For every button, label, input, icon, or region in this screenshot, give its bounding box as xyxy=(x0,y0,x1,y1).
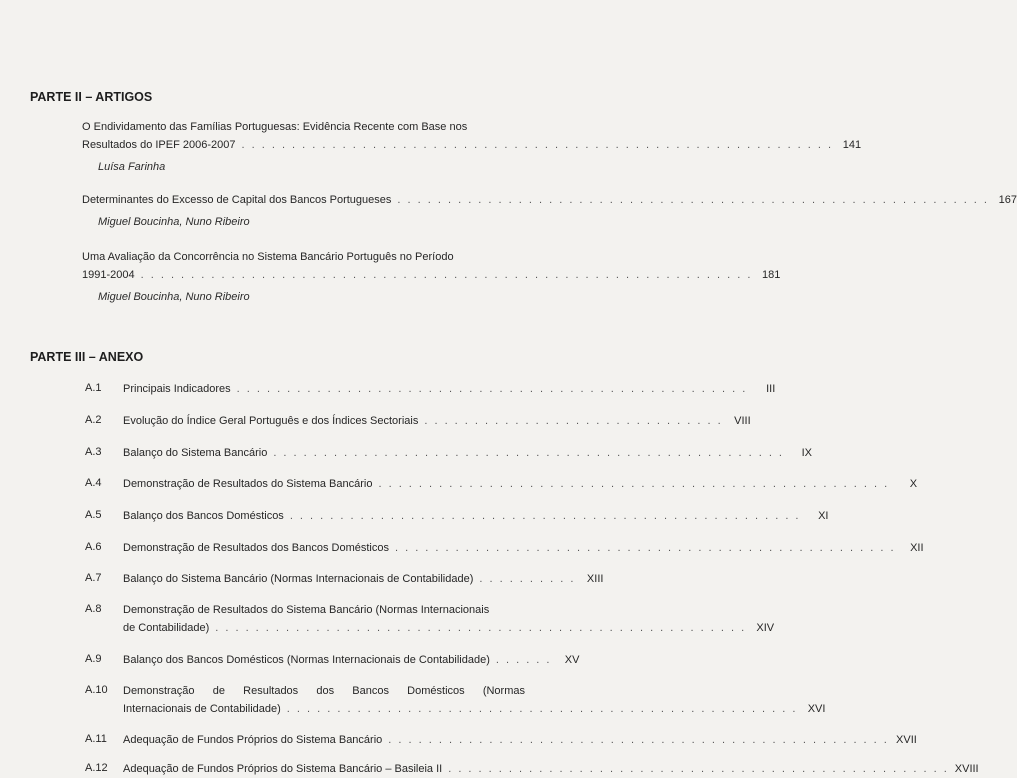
article-1-title-line2: Resultados do IPEF 2006-2007 xyxy=(82,139,236,151)
annex-page: XVII xyxy=(896,734,917,746)
annex-num: A.12 xyxy=(85,762,108,774)
part2-heading: PARTE II – ARTIGOS xyxy=(30,90,153,104)
leader-dots: . . . . . . . . . . . . . . . . . . . . . . . . . . . . . . . . . . . . . . . . . . . . . . . . . . . . . . . . . . . . . xyxy=(140,269,753,281)
article-3-authors: Miguel Boucinha, Nuno Ribeiro xyxy=(98,291,250,303)
annex-page: XIV xyxy=(756,622,775,634)
leader-dots: . . . . . . . . . . . . . . . . . . . . . . . . . . . . . . . . . . . . . . . . . . . . . . . . . . . xyxy=(236,383,748,395)
leader-dots: . . . . . . . . . . . . . . . . . . . . . . . . . . . . . . . . . . . . . . . . . . . . . . . . . . . xyxy=(286,703,798,715)
annex-entry-a1[interactable] xyxy=(123,382,776,396)
annex-page: XVIII xyxy=(954,763,979,775)
annex-num: A.3 xyxy=(85,446,102,458)
annex-title: Demonstração de Resultados do Sistema Bancário xyxy=(123,478,373,490)
annex-num: A.9 xyxy=(85,653,102,665)
article-1-title-line1: O Endividamento das Famílias Portuguesas: Evidência Recente com Base nos xyxy=(82,121,468,133)
part3-heading: PARTE III – ANEXO xyxy=(30,350,144,364)
annex-title: Balanço dos Bancos Domésticos xyxy=(123,510,284,522)
annex-title-line2: de Contabilidade) xyxy=(123,622,210,634)
article-1-page: 141 xyxy=(842,139,862,151)
annex-num: A.4 xyxy=(85,477,102,489)
leader-dots: . . . . . . . . . . . . . . . . . . . . . . . . . . . . . . . . . . . . . . . . . . . . . . . . . . xyxy=(394,542,896,554)
leader-dots: . . . . . . . . . . . . . . . . . . . . . . . . . . . . . . . . . . . . . . . . . . . . . . . . . . . . . . . . . . . xyxy=(241,139,834,151)
annex-title-line1: Demonstração de Resultados do Sistema Bancário (Normas Internacionais xyxy=(123,604,490,616)
annex-entry-a8[interactable] xyxy=(123,621,775,635)
annex-title: Adequação de Fundos Próprios do Sistema Bancário – Basileia II xyxy=(123,763,443,775)
annex-page: X xyxy=(909,478,918,490)
leader-dots: . . . . . . . . . . . . . . . . . . . . . . . . . . . . . . . . . . . . . . . . . . . . . . . . . . . . . . . . . . . xyxy=(397,194,989,206)
annex-entry-a10[interactable] xyxy=(123,702,826,716)
article-2-entry[interactable] xyxy=(82,193,1017,207)
annex-page: XVI xyxy=(807,703,826,715)
annex-entry-a9[interactable] xyxy=(123,653,580,667)
annex-num: A.1 xyxy=(85,382,102,394)
annex-entry-a11[interactable] xyxy=(123,733,917,747)
leader-dots: . . . . . . . . . . . . . . . . . . . . . . . . . . . . . . . . . . . . . . . . . . . . . . . . . . . . . xyxy=(215,622,747,634)
annex-num: A.7 xyxy=(85,572,102,584)
annex-title: Demonstração de Resultados dos Bancos Domésticos xyxy=(123,542,389,554)
article-3-title-line2: 1991-2004 xyxy=(82,269,135,281)
annex-entry-a4[interactable] xyxy=(123,477,918,491)
annex-entry-a2[interactable] xyxy=(123,414,751,428)
annex-page: XV xyxy=(564,654,580,666)
article-3-entry[interactable] xyxy=(82,268,781,282)
article-1-entry[interactable] xyxy=(82,138,862,152)
article-2-page: 167 xyxy=(998,194,1017,206)
leader-dots: . . . . . . . . . . . . . . . . . . . . . . . . . . . . . . . . . . . . . . . . . . . . . . . . . . . xyxy=(289,510,801,522)
annex-entry-a12[interactable] xyxy=(123,762,979,776)
annex-title: Balanço do Sistema Bancário xyxy=(123,447,268,459)
leader-dots: . . . . . . . . . . xyxy=(479,573,576,585)
annex-page: IX xyxy=(801,447,812,459)
annex-page: VIII xyxy=(734,415,751,427)
annex-entry-a5[interactable] xyxy=(123,509,829,523)
annex-title: Balanço dos Bancos Domésticos (Normas Internacionais de Contabilidade) xyxy=(123,654,490,666)
article-3-title-line1: Uma Avaliação da Concorrência no Sistema Bancário Português no Período xyxy=(82,251,454,263)
annex-page: XII xyxy=(910,542,924,554)
leader-dots: . . . . . . . . . . . . . . . . . . . . . . . . . . . . . . . . . . . . . . . . . . . . . . . . . . . xyxy=(378,478,890,490)
annex-entry-a6[interactable] xyxy=(123,541,924,555)
annex-title: Evolução do Índice Geral Português e dos Índices Sectoriais xyxy=(123,415,419,427)
article-2-title: Determinantes do Excesso de Capital dos Bancos Portugueses xyxy=(82,194,392,206)
leader-dots: . . . . . . . . . . . . . . . . . . . . . . . . . . . . . . xyxy=(424,415,723,427)
leader-dots: . . . . . . . . . . . . . . . . . . . . . . . . . . . . . . . . . . . . . . . . . . . . . . . . . . xyxy=(448,763,949,775)
annex-entry-a3[interactable] xyxy=(123,446,812,460)
annex-num: A.2 xyxy=(85,414,102,426)
article-1-authors: Luísa Farinha xyxy=(98,161,166,173)
leader-dots: . . . . . . . . . . . . . . . . . . . . . . . . . . . . . . . . . . . . . . . . . . . . . . . . . . . xyxy=(273,447,784,459)
annex-title-line1: Demonstração de Resultados dos Bancos Domésticos (Normas xyxy=(123,685,525,697)
article-2-authors: Miguel Boucinha, Nuno Ribeiro xyxy=(98,216,250,228)
annex-title-line2: Internacionais de Contabilidade) xyxy=(123,703,281,715)
annex-page: XI xyxy=(818,510,829,522)
annex-num: A.10 xyxy=(85,684,108,696)
annex-title: Balanço do Sistema Bancário (Normas Internacionais de Contabilidade) xyxy=(123,573,474,585)
leader-dots: . . . . . . xyxy=(495,654,552,666)
annex-num: A.6 xyxy=(85,541,102,553)
annex-num: A.11 xyxy=(85,733,107,745)
annex-title: Adequação de Fundos Próprios do Sistema Bancário xyxy=(123,734,383,746)
annex-num: A.5 xyxy=(85,509,102,521)
leader-dots: . . . . . . . . . . . . . . . . . . . . . . . . . . . . . . . . . . . . . . . . . . . . . . . . . . xyxy=(388,734,889,746)
article-3-page: 181 xyxy=(762,269,781,281)
annex-page: XIII xyxy=(586,573,604,585)
annex-title: Principais Indicadores xyxy=(123,383,231,395)
annex-num: A.8 xyxy=(85,603,102,615)
annex-page: III xyxy=(766,383,776,395)
annex-entry-a7[interactable] xyxy=(123,572,604,586)
